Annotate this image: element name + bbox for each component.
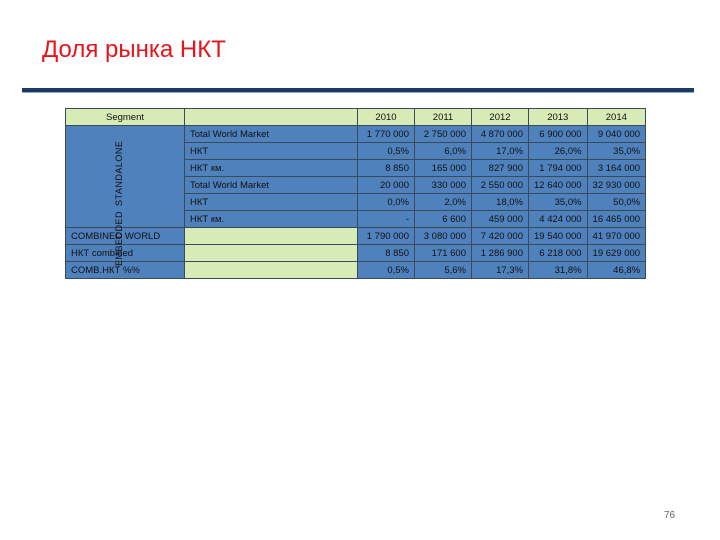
row-value: 1 286 900 <box>472 245 529 262</box>
header-year: 2010 <box>358 109 415 126</box>
vertical-label-standalone: STANDALONE <box>114 140 124 206</box>
row-value: 31,8% <box>529 262 588 279</box>
page-title: Доля рынка НКТ <box>42 36 226 63</box>
row-label: НКТ <box>185 143 358 160</box>
combined-blank <box>185 262 358 279</box>
market-share-table <box>65 108 646 279</box>
row-value: 35,0% <box>529 194 588 211</box>
table-row <box>66 126 646 143</box>
row-value: 20 000 <box>358 177 415 194</box>
row-value: 2,0% <box>415 194 472 211</box>
row-value: 459 000 <box>472 211 529 228</box>
row-value: 0,5% <box>358 143 415 160</box>
title-divider-shadow <box>22 92 694 93</box>
row-value: 330 000 <box>415 177 472 194</box>
combined-blank <box>185 245 358 262</box>
row-value: 171 600 <box>415 245 472 262</box>
row-value: 0,5% <box>358 262 415 279</box>
row-value: 6 900 000 <box>529 126 588 143</box>
vertical-label-embedded: EMBEDDED <box>114 210 124 266</box>
row-value: 17,0% <box>472 143 529 160</box>
row-label: Total World Market <box>185 126 358 143</box>
table-row <box>66 245 646 262</box>
header-year: 2011 <box>415 109 472 126</box>
row-value: 16 465 000 <box>587 211 646 228</box>
header-year: 2013 <box>529 109 588 126</box>
row-value: 1 770 000 <box>358 126 415 143</box>
row-value: 19 540 000 <box>529 228 588 245</box>
row-value: 17,3% <box>472 262 529 279</box>
row-value: 6,0% <box>415 143 472 160</box>
row-value: 4 424 000 <box>529 211 588 228</box>
row-value: 827 900 <box>472 160 529 177</box>
row-value: 1 794 000 <box>529 160 588 177</box>
segment-vertical-cell <box>66 126 185 228</box>
row-label: НКТ <box>185 194 358 211</box>
row-value: 3 080 000 <box>415 228 472 245</box>
row-value: 165 000 <box>415 160 472 177</box>
row-value: 18,0% <box>472 194 529 211</box>
table-row <box>66 262 646 279</box>
row-value: 6 218 000 <box>529 245 588 262</box>
row-value: 8 850 <box>358 245 415 262</box>
row-value: 9 040 000 <box>587 126 646 143</box>
row-value: 3 164 000 <box>587 160 646 177</box>
page-number: 76 <box>664 510 676 521</box>
table-header-row <box>66 109 646 126</box>
combined-label: COMB.НКТ %% <box>66 262 185 279</box>
row-label: Total World Market <box>185 177 358 194</box>
row-value: - <box>358 211 415 228</box>
row-value: 2 550 000 <box>472 177 529 194</box>
header-label-blank <box>185 109 358 126</box>
row-value: 41 970 000 <box>587 228 646 245</box>
header-year: 2012 <box>472 109 529 126</box>
row-value: 5,6% <box>415 262 472 279</box>
row-value: 4 870 000 <box>472 126 529 143</box>
row-value: 50,0% <box>587 194 646 211</box>
combined-label: НКТ combined <box>66 245 185 262</box>
row-value: 6 600 <box>415 211 472 228</box>
row-value: 46,8% <box>587 262 646 279</box>
row-value: 19 629 000 <box>587 245 646 262</box>
header-year: 2014 <box>587 109 646 126</box>
combined-label: COMBINED WORLD <box>66 228 185 245</box>
row-label: НКТ км. <box>185 211 358 228</box>
row-value: 1 790 000 <box>358 228 415 245</box>
row-value: 8 850 <box>358 160 415 177</box>
row-value: 32 930 000 <box>587 177 646 194</box>
combined-blank <box>185 228 358 245</box>
row-value: 12 640 000 <box>529 177 588 194</box>
row-value: 7 420 000 <box>472 228 529 245</box>
row-value: 0,0% <box>358 194 415 211</box>
row-value: 26,0% <box>529 143 588 160</box>
row-label: НКТ км. <box>185 160 358 177</box>
row-value: 2 750 000 <box>415 126 472 143</box>
table-row <box>66 228 646 245</box>
header-segment: Segment <box>66 109 185 126</box>
row-value: 35,0% <box>587 143 646 160</box>
